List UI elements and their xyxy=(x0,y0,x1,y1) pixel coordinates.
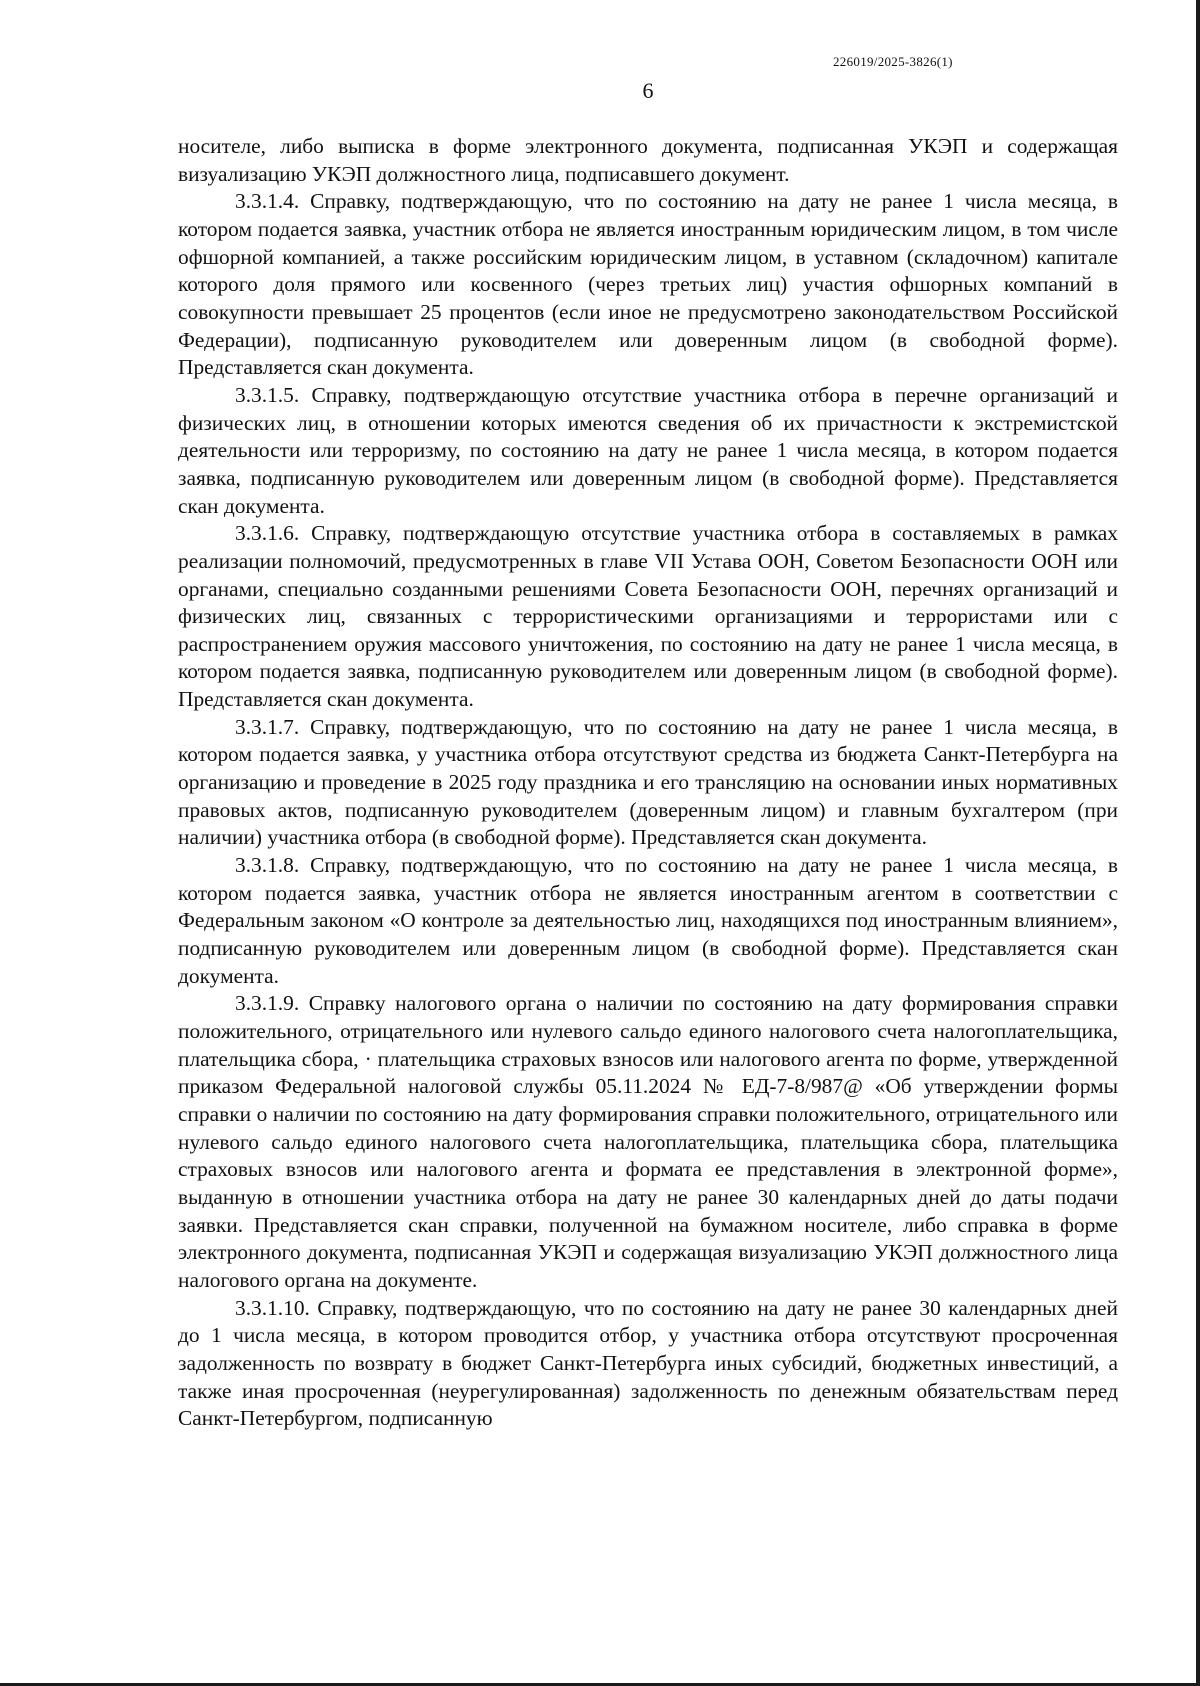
paragraph-3-3-1-9: 3.3.1.9. Справку налогового органа о наличии по состоянию на дату формирования справки положительного, отрицательного или нулевого сальдо единого налогового счета налогоплательщика, плательщика сбора, · плательщика страховых взносов или налогового агента по форме, утвержденной приказом Федеральной налоговой службы 05.11.2024 № ЕД-7-8/987@ «Об утверждении формы справки о наличии по состоянию на дату формирования справки положительного, отрицательного или нулевого сальдо единого налогового счета налогоплательщика, плательщика сбора, плательщика страховых взносов или налогового агента и формата ее представления в электронной форме», выданную в отношении участника отбора на дату не ранее 30 календарных дней до даты подачи заявки. Представляется скан справки, полученной на бумажном носителе, либо справка в форме электронного документа, подписанная УКЭП и содержащая визуализацию УКЭП должностного лица налогового органа на документе. xyxy=(178,991,1118,1292)
document-body xyxy=(178,133,1118,1433)
paragraph-continuation: носителе, либо выписка в форме электронного документа, подписанная УКЭП и содержащая визуализацию УКЭП должностного лица, подписавшего документ. xyxy=(178,134,1118,186)
paragraph-3-3-1-10: 3.3.1.10. Справку, подтверждающую, что по состоянию на дату не ранее 30 календарных дней до 1 числа месяца, в котором проводится отбор, у участника отбора отсутствуют просроченная задолженность по возврату в бюджет Санкт-Петербурга иных субсидий, бюджетных инвестиций, а также иная просроченная (неурегулированная) задолженность по денежным обязательствам перед Санкт-Петербургом, подписанную xyxy=(178,1295,1118,1431)
scan-edge-right xyxy=(1196,0,1200,1686)
document-registration-number: 226019/2025-3826(1) xyxy=(833,54,953,69)
paragraph-3-3-1-5: 3.3.1.5. Справку, подтверждающую отсутствие участника отбора в перечне организаций и физических лиц, в отношении которых имеются сведения об их причастности к экстремистской деятельности или терроризму, по состоянию на дату не ранее 1 числа месяца, в котором подается заявка, подписанную руководителем или доверенным лицом (в свободной форме). Представляется скан документа. xyxy=(178,382,1118,518)
page-number: 6 xyxy=(642,78,654,103)
paragraph-3-3-1-6: 3.3.1.6. Справку, подтверждающую отсутствие участника отбора в составляемых в рамках реализации полномочий, предусмотренных в главе VII Устава ООН, Советом Безопасности ООН или органами, специально созданными решениями Совета Безопасности ООН, перечнях организаций и физических лиц, связанных с террористическими организациями и террористами или с распространением оружия массового уничтожения, по состоянию на дату не ранее 1 числа месяца, в котором подается заявка, подписанную руководителем или доверенным лицом (в свободной форме). Представляется скан документа. xyxy=(178,521,1118,712)
paragraph-3-3-1-4: 3.3.1.4. Справку, подтверждающую, что по состоянию на дату не ранее 1 числа месяца, в котором подается заявка, участник отбора не является иностранным юридическим лицом, в том числе офшорной компанией, а также российским юридическим лицом, в уставном (складочном) капитале которого доля прямого или косвенного (через третьих лиц) участия офшорных компаний в совокупности превышает 25 процентов (если иное не предусмотрено законодательством Российской Федерации), подписанную руководителем или доверенным лицом (в свободной форме). Представляется скан документа. xyxy=(178,189,1118,380)
paragraph-3-3-1-7: 3.3.1.7. Справку, подтверждающую, что по состоянию на дату не ранее 1 числа месяца, в котором подается заявка, у участника отбора отсутствуют средства из бюджета Санкт-Петербурга на организацию и проведение в 2025 году праздника и его трансляцию на основании иных нормативных правовых актов, подписанную руководителем (доверенным лицом) и главным бухгалтером (при наличии) участника отбора (в свободной форме). Представляется скан документа. xyxy=(178,714,1118,850)
paragraph-3-3-1-8: 3.3.1.8. Справку, подтверждающую, что по состоянию на дату не ранее 1 числа месяца, в котором подается заявка, участник отбора не является иностранным агентом в соответствии с Федеральным законом «О контроле за деятельностью лиц, находящихся под иностранным влиянием», подписанную руководителем или доверенным лицом (в свободной форме). Представляется скан документа. xyxy=(178,853,1118,988)
